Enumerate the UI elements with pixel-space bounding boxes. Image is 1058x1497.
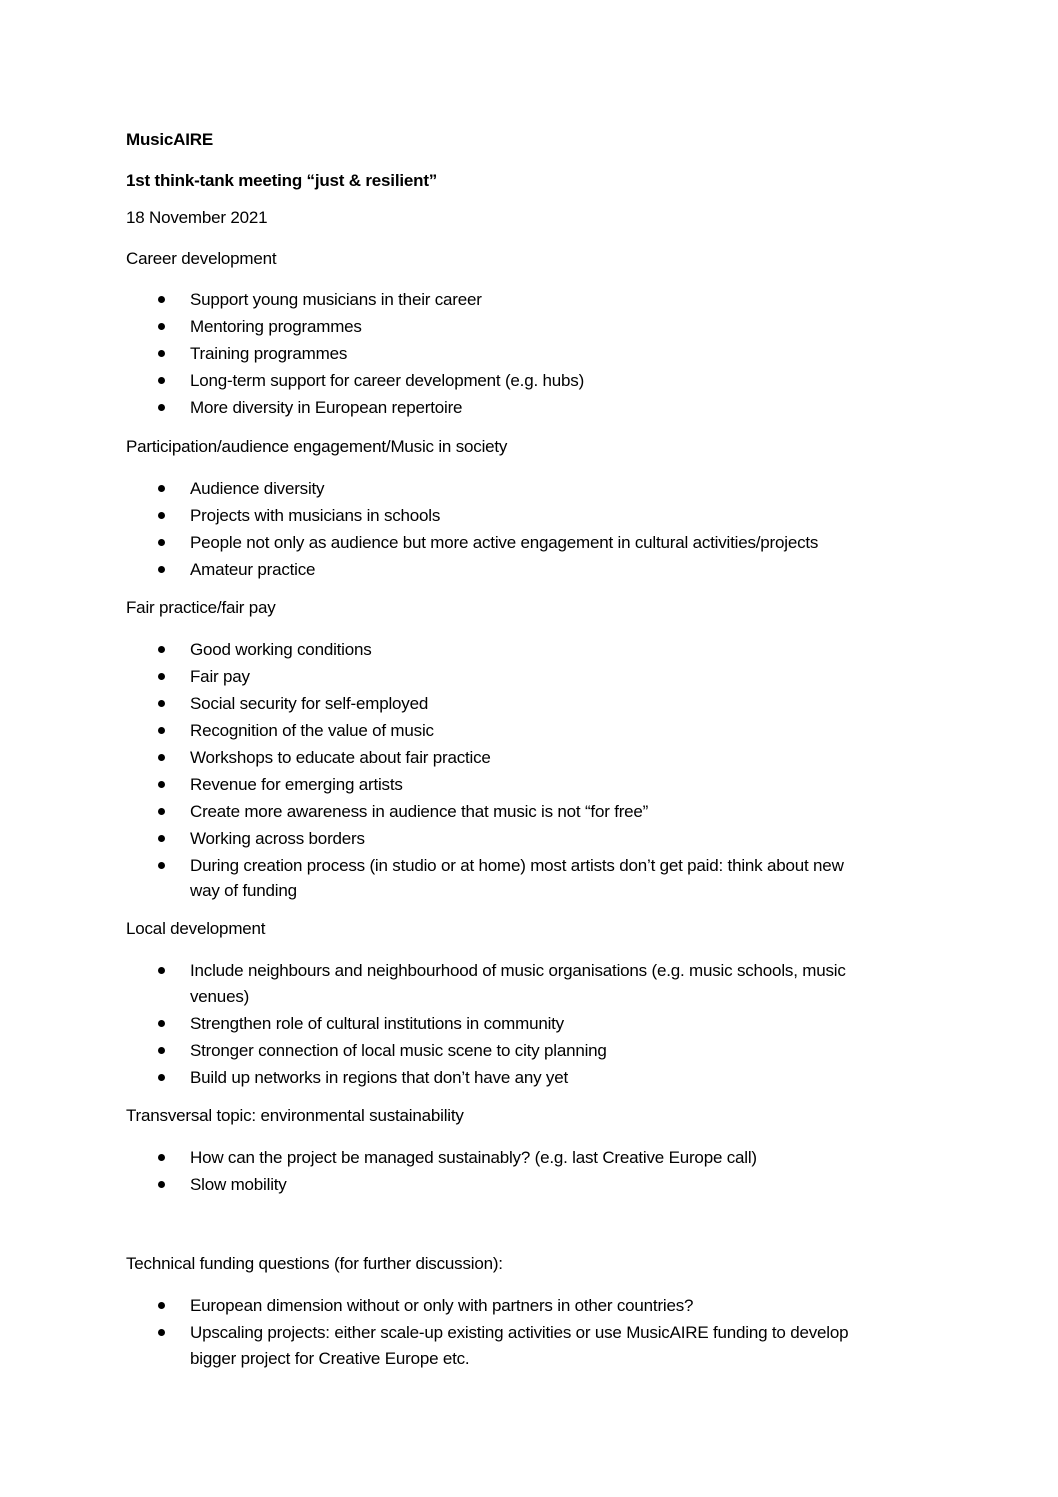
bullet-icon bbox=[158, 1181, 165, 1188]
list-item: Working across borders bbox=[190, 829, 365, 848]
list-item: Social security for self-employed bbox=[190, 694, 429, 713]
bullet-icon bbox=[158, 350, 165, 357]
list-item: Support young musicians in their career bbox=[190, 290, 482, 309]
bullet-icon bbox=[158, 539, 165, 546]
list-item-continuation: way of funding bbox=[190, 881, 297, 900]
bullet-icon bbox=[158, 566, 165, 573]
list-item: During creation process (in studio or at home) most artists don’t get paid: think about new bbox=[190, 856, 844, 875]
list-item: How can the project be managed sustainably? (e.g. last Creative Europe call) bbox=[190, 1148, 757, 1167]
section-heading-transversal: Transversal topic: environmental sustainability bbox=[126, 1106, 464, 1125]
list-item: Workshops to educate about fair practice bbox=[190, 748, 491, 767]
list-item: Audience diversity bbox=[190, 479, 325, 498]
list-item-continuation: venues) bbox=[190, 987, 250, 1006]
list-item: Projects with musicians in schools bbox=[190, 506, 441, 525]
list-item: European dimension without or only with partners in other countries? bbox=[190, 1296, 694, 1315]
list-item: Include neighbours and neighbourhood of music organisations (e.g. music schools, music bbox=[190, 961, 846, 980]
list-item: Create more awareness in audience that music is not “for free” bbox=[190, 802, 649, 821]
bullet-icon bbox=[158, 967, 165, 974]
list-item: Training programmes bbox=[190, 344, 348, 363]
document-title: MusicAIRE bbox=[126, 130, 213, 149]
bullet-icon bbox=[158, 700, 165, 707]
bullet-icon bbox=[158, 835, 165, 842]
section-heading-technical-funding: Technical funding questions (for further discussion): bbox=[126, 1254, 503, 1273]
bullet-icon bbox=[158, 1154, 165, 1161]
bullet-icon bbox=[158, 808, 165, 815]
bullet-icon bbox=[158, 727, 165, 734]
bullet-icon bbox=[158, 646, 165, 653]
list-item: Good working conditions bbox=[190, 640, 372, 659]
bullet-icon bbox=[158, 754, 165, 761]
list-item: Amateur practice bbox=[190, 560, 316, 579]
bullet-icon bbox=[158, 1020, 165, 1027]
bullet-icon bbox=[158, 404, 165, 411]
bullet-icon bbox=[158, 1074, 165, 1081]
bullet-icon bbox=[158, 323, 165, 330]
list-item: Fair pay bbox=[190, 667, 250, 686]
bullet-icon bbox=[158, 377, 165, 384]
section-heading-fair-practice: Fair practice/fair pay bbox=[126, 598, 276, 617]
list-item: Slow mobility bbox=[190, 1175, 287, 1194]
list-item: More diversity in European repertoire bbox=[190, 398, 463, 417]
list-item: Mentoring programmes bbox=[190, 317, 362, 336]
bullet-icon bbox=[158, 296, 165, 303]
bullet-icon bbox=[158, 781, 165, 788]
list-item-continuation: bigger project for Creative Europe etc. bbox=[190, 1349, 470, 1368]
list-item: Stronger connection of local music scene to city planning bbox=[190, 1041, 607, 1060]
bullet-icon bbox=[158, 862, 165, 869]
list-item: Long-term support for career development (e.g. hubs) bbox=[190, 371, 585, 390]
bullet-icon bbox=[158, 1329, 165, 1336]
bullet-icon bbox=[158, 1047, 165, 1054]
bullet-icon bbox=[158, 1302, 165, 1309]
bullet-icon bbox=[158, 673, 165, 680]
section-heading-participation: Participation/audience engagement/Music in society bbox=[126, 437, 508, 456]
list-item: Build up networks in regions that don’t have any yet bbox=[190, 1068, 569, 1087]
document-subtitle: 1st think-tank meeting “just & resilient” bbox=[126, 171, 438, 190]
bullet-icon bbox=[158, 512, 165, 519]
list-item: People not only as audience but more active engagement in cultural activities/projects bbox=[190, 533, 819, 552]
document-date: 18 November 2021 bbox=[126, 208, 268, 227]
list-item: Recognition of the value of music bbox=[190, 721, 434, 740]
bullet-icon bbox=[158, 485, 165, 492]
list-item: Strengthen role of cultural institutions in community bbox=[190, 1014, 564, 1033]
list-item: Revenue for emerging artists bbox=[190, 775, 403, 794]
section-heading-career: Career development bbox=[126, 249, 277, 268]
list-item: Upscaling projects: either scale-up existing activities or use MusicAIRE funding to develop bbox=[190, 1323, 849, 1342]
section-heading-local-development: Local development bbox=[126, 919, 266, 938]
